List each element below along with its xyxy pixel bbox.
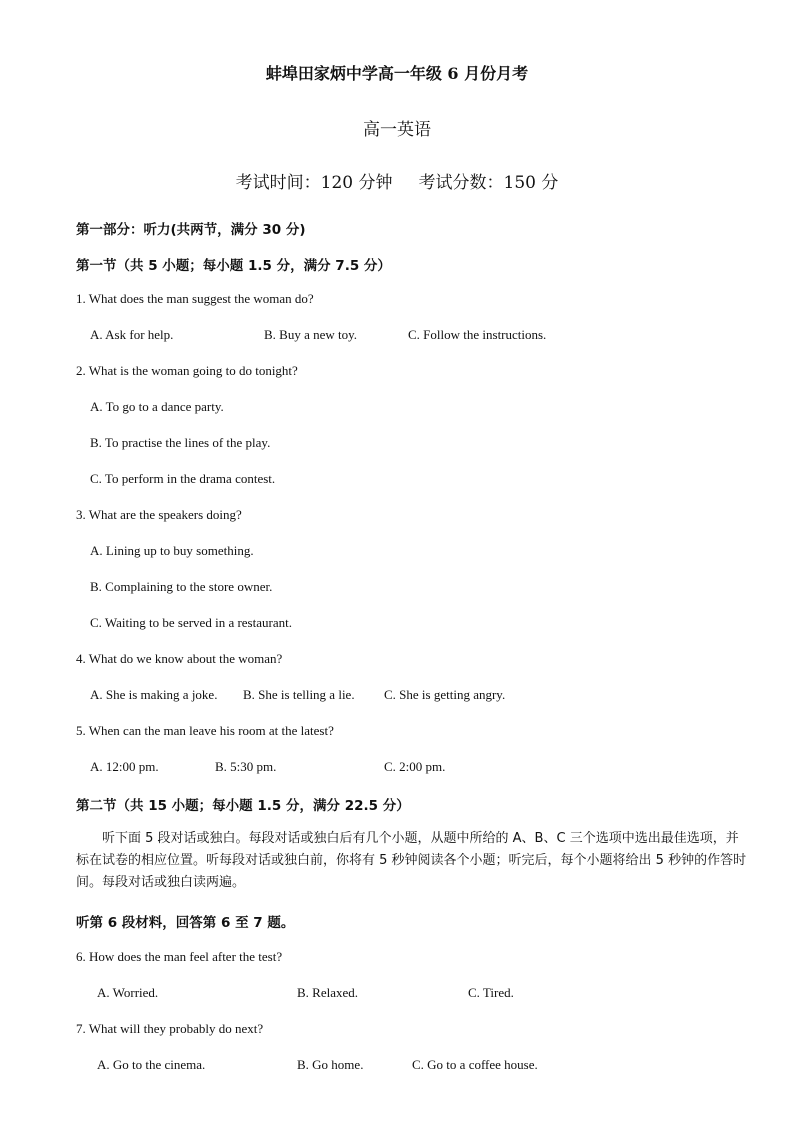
question-2-option-b: B. To practise the lines of the play. <box>90 435 271 450</box>
section2-instructions <box>76 828 748 894</box>
question-1-option-b: B. Buy a new toy. <box>264 327 358 342</box>
exam-score: 考试分数：150 分 <box>418 173 559 193</box>
question-1-option-c: C. Follow the instructions. <box>408 327 547 342</box>
exam-time: 考试时间：120 分钟 <box>235 173 393 193</box>
question-5-option-b: B. 5:30 pm. <box>215 759 277 774</box>
question-7-option-b: B. Go home. <box>297 1057 364 1072</box>
question-6-option-c: C. Tired. <box>468 985 514 1000</box>
question-4-option-a: A. She is making a joke. <box>90 687 218 702</box>
question-2-stem: 2. What is the woman going to do tonight? <box>76 363 298 378</box>
question-4-option-b: B. She is telling a lie. <box>243 687 355 702</box>
question-6-option-b: B. Relaxed. <box>297 985 359 1000</box>
question-7-option-c: C. Go to a coffee house. <box>412 1057 538 1072</box>
question-1-option-a: A. Ask for help. <box>90 327 174 342</box>
question-4-stem: 4. What do we know about the woman? <box>76 651 283 666</box>
question-2-option-a: A. To go to a dance party. <box>90 399 224 414</box>
question-5-stem: 5. When can the man leave his room at the latest? <box>76 723 334 738</box>
question-3-option-a: A. Lining up to buy something. <box>90 543 254 558</box>
question-1-stem: 1. What does the man suggest the woman do? <box>76 291 314 306</box>
question-4-option-c: C. She is getting angry. <box>384 687 506 702</box>
part1-heading: 第一部分：听力(共两节，满分 30 分) <box>76 222 306 238</box>
question-3-option-b: B. Complaining to the store owner. <box>90 579 273 594</box>
question-5-option-a: A. 12:00 pm. <box>90 759 159 774</box>
question-6-option-a: A. Worried. <box>97 985 159 1000</box>
question-2-option-c: C. To perform in the drama contest. <box>90 471 276 486</box>
material-6-heading: 听第 6 段材料，回答第 6 至 7 题。 <box>76 915 295 931</box>
section2-instructions-text: 听下面 5 段对话或独白。每段对话或独白后有几个小题，从题中所给的 A、B、C 三个选项中选出最佳选项，并标在试卷的相应位置。听每段对话或独白前，你将有 5 秒钟阅读各个小题；听完后，每个小题将给出 5 秒钟的作答时间。每段对话或独白读两遍。 <box>76 831 747 890</box>
question-6-stem: 6. How does the man feel after the test? <box>76 949 283 964</box>
section1-heading: 第一节（共 5 小题；每小题 1.5 分，满分 7.5 分） <box>76 258 391 274</box>
question-7-option-a: A. Go to the cinema. <box>97 1057 206 1072</box>
question-5-option-c: C. 2:00 pm. <box>384 759 446 774</box>
question-7-stem: 7. What will they probably do next? <box>76 1021 264 1036</box>
school-title: 蚌埠田家炳中学高一年级 6 月份月考 <box>265 64 529 83</box>
exam-info <box>0 168 794 193</box>
section2-heading: 第二节（共 15 小题；每小题 1.5 分，满分 22.5 分） <box>76 798 410 814</box>
question-3-stem: 3. What are the speakers doing? <box>76 507 242 522</box>
subject-title: 高一英语 <box>363 120 431 140</box>
question-3-option-c: C. Waiting to be served in a restaurant. <box>90 615 292 630</box>
